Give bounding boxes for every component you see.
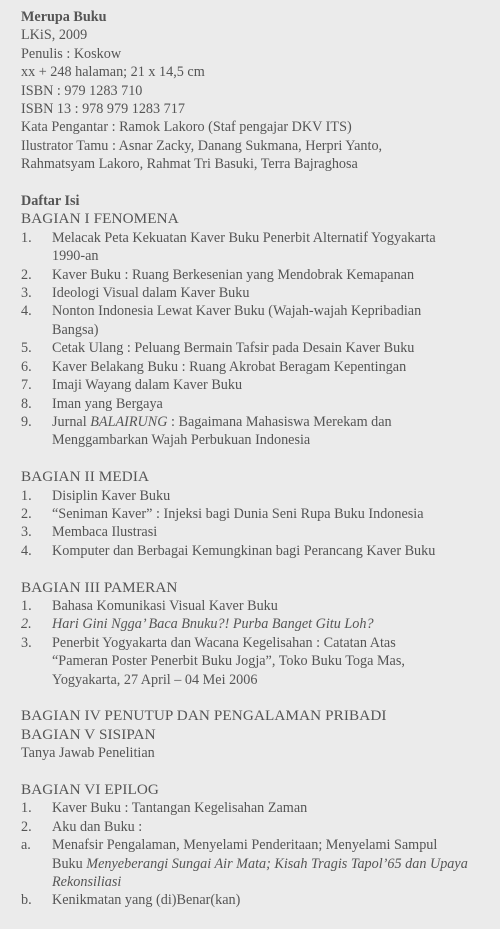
table-of-contents bbox=[21, 192, 488, 910]
list-item: 2. Hari Gini Ngga’ Baca Bnuku?! Purba Banget Gitu Loh? bbox=[21, 616, 374, 633]
list-item: 9. Jurnal BALAIRUNG : Bagaimana Mahasiswa Merekam dan Menggambarkan Wajah Perbukuan Indonesia bbox=[21, 413, 392, 449]
publisher: LKiS, 2009 bbox=[21, 27, 88, 44]
illustrators-line-2: Rahmatsyam Lakoro, Rahmat Tri Basuki, Terra Bajraghosa bbox=[21, 156, 358, 173]
part-6-title: BAGIAN VI EPILOG bbox=[21, 780, 159, 798]
list-item: 4. Nonton Indonesia Lewat Kaver Buku (Wajah-wajah Kepribadian Bangsa) bbox=[21, 303, 422, 338]
illustrators-line-1: Ilustrator Tamu : Asnar Zacky, Danang Sukmana, Herpri Yanto, bbox=[21, 137, 383, 154]
part-5-title: BAGIAN V SISIPAN bbox=[21, 725, 156, 743]
list-item: 7. Imaji Wayang dalam Kaver Buku bbox=[21, 377, 243, 394]
isbn-13: ISBN 13 : 978 979 1283 717 bbox=[21, 101, 185, 118]
list-item: 2. “Seniman Kaver” : Injeksi bagi Dunia Seni Rupa Buku Indonesia bbox=[21, 505, 424, 522]
list-item: 1. Melacak Peta Kekuatan Kaver Buku Penerbit Alternatif Yogyakarta 1990-an bbox=[21, 229, 436, 265]
list-item: 5. Cetak Ulang : Peluang Bermain Tafsir pada Desain Kaver Buku bbox=[21, 340, 415, 357]
toc-heading: Daftar Isi bbox=[21, 193, 80, 210]
part-3-title: BAGIAN III PAMERAN bbox=[21, 578, 178, 596]
list-item: 3. Ideologi Visual dalam Kaver Buku bbox=[21, 285, 250, 302]
foreword: Kata Pengantar : Ramok Lakoro (Staf pengajar DKV ITS) bbox=[21, 119, 352, 136]
list-item: 1. Disiplin Kaver Buku bbox=[21, 487, 171, 504]
author: Penulis : Koskow bbox=[21, 45, 122, 62]
part-4-title: BAGIAN IV PENUTUP DAN PENGALAMAN PRIBADI bbox=[21, 707, 387, 725]
list-item: 2. Kaver Buku : Ruang Berkesenian yang Mendobrak Kemapanan bbox=[21, 266, 415, 283]
list-item: a. Menafsir Pengalaman, Menyelami Penderitaan; Menyelami Sampul Buku Menyeberangi Sungai Air Mata; Kisah Tragis Tapol’65 dan Upaya Rekonsiliasi bbox=[21, 837, 468, 891]
list-item: 1. Kaver Buku : Tantangan Kegelisahan Zaman bbox=[21, 800, 308, 817]
isbn-10: ISBN : 979 1283 710 bbox=[21, 82, 143, 99]
list-item: 3. Membaca Ilustrasi bbox=[21, 524, 158, 541]
book-title: Merupa Buku bbox=[21, 9, 107, 25]
list-item: 8. Iman yang Bergaya bbox=[21, 395, 163, 412]
list-item: b. Kenikmatan yang (di)Benar(kan) bbox=[21, 892, 241, 909]
part-5-text: Tanya Jawab Penelitian bbox=[21, 745, 155, 762]
list-item: 2. Aku dan Buku : bbox=[21, 818, 143, 835]
list-item: 4. Komputer dan Berbagai Kemungkinan bagi Perancang Kaver Buku bbox=[21, 542, 436, 559]
part-1-title: BAGIAN I FENOMENA bbox=[21, 210, 179, 228]
list-item: 3. Penerbit Yogyakarta dan Wacana Kegelisahan : Catatan Atas “Pameran Poster Penerbit Buku Jogja”, Toko Buku Toga Mas, Yogyakarta, 27 April – 04 Mei 2006 bbox=[21, 634, 405, 688]
list-item: 6. Kaver Belakang Buku : Ruang Akrobat Beragam Kepentingan bbox=[21, 358, 407, 375]
book-metadata bbox=[21, 8, 488, 174]
page-count: xx + 248 halaman; 21 x 14,5 cm bbox=[21, 64, 205, 81]
part-2-title: BAGIAN II MEDIA bbox=[21, 468, 150, 486]
list-item: 1. Bahasa Komunikasi Visual Kaver Buku bbox=[21, 597, 278, 614]
